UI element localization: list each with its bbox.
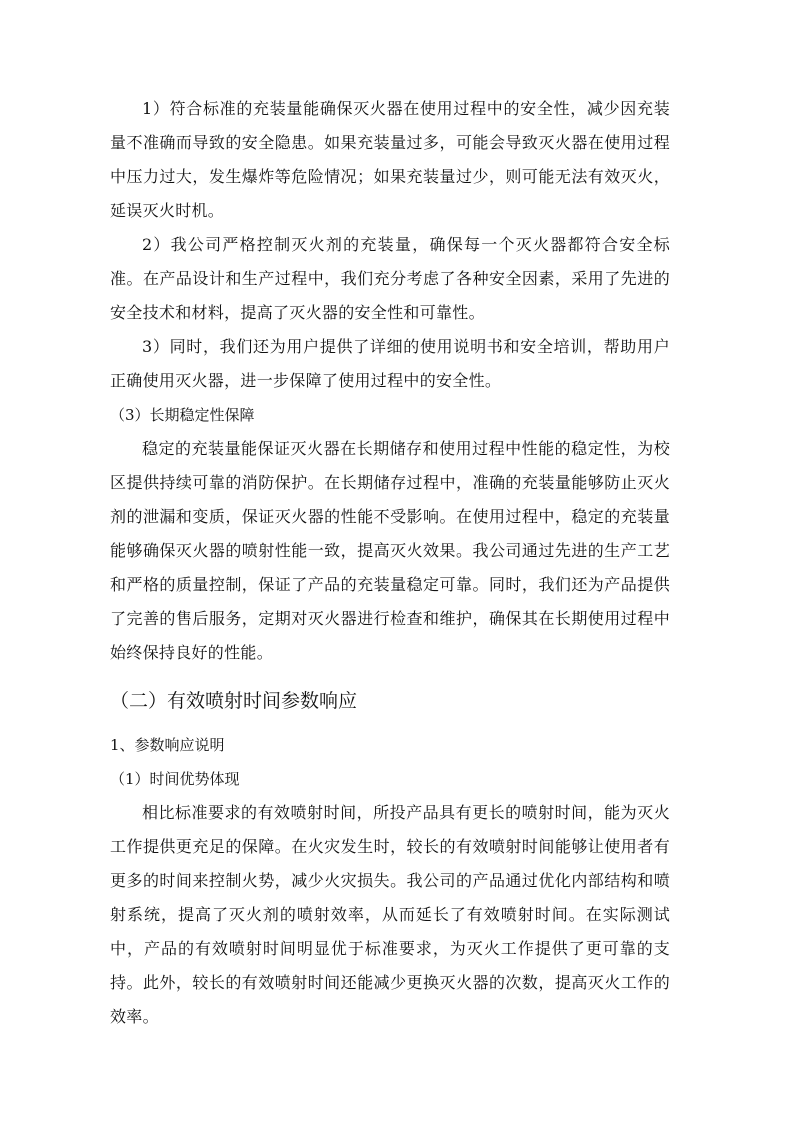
section-title-spray-time: （二）有效喷射时间参数响应 <box>110 690 358 712</box>
subheading-long-term-stability: （3）长期稳定性保障 <box>110 406 255 424</box>
paragraph-time-advantage: 相比标准要求的有效喷射时间，所投产品具有更长的喷射时间，能为灭火工作提供更充足的保障。在火灾发生时，较长的有效喷射时间能够让使用者有更多的时间来控制火势，减少火灾损失。我公司的产品通过优化内部结构和喷射系统，提高了灭火剂的喷射效率，从而延长了有效喷射时间。在实际测试中，产品的有效喷射时间明显优于标准要求，为灭火工作提供了更可靠的支持。此外，较长的有效喷射时间还能减少更换灭火器的次数，提高灭火工作的效率。 <box>110 803 670 1026</box>
paragraph-long-term-stability: 稳定的充装量能保证灭火器在长期储存和使用过程中性能的稳定性，为校区提供持续可靠的消防保护。在长期储存过程中，准确的充装量能够防止灭火剂的泄漏和变质，保证灭火器的性能不受影响。在使用过程中，稳定的充装量能够确保灭火器的喷射性能一致，提高灭火效果。我公司通过先进的生产工艺和严格的质量控制，保证了产品的充装量稳定可靠。同时，我们还为产品提供了完善的售后服务，定期对灭火器进行检查和维护，确保其在长期使用过程中始终保持良好的性能。 <box>110 439 670 662</box>
subheading-time-advantage: （1）时间优势体现 <box>110 770 240 788</box>
paragraph-safety-3: 3）同时，我们还为用户提供了详细的使用说明书和安全培训，帮助用户正确使用灭火器，进一步保障了使用过程中的安全性。 <box>110 337 670 390</box>
document-body <box>110 92 670 1034</box>
paragraph-safety-2: 2）我公司严格控制灭火剂的充装量，确保每一个灭火器都符合安全标准。在产品设计和生产过程中，我们充分考虑了各种安全因素，采用了先进的安全技术和材料，提高了灭火器的安全性和可靠性。 <box>110 235 670 322</box>
subheading-param-response: 1、参数响应说明 <box>110 736 225 754</box>
paragraph-safety-1: 1）符合标准的充装量能确保灭火器在使用过程中的安全性，减少因充装量不准确而导致的安全隐患。如果充装量过多，可能会导致灭火器在使用过程中压力过大，发生爆炸等危险情况；如果充装量过少，则可能无法有效灭火，延误灭火时机。 <box>110 99 670 220</box>
